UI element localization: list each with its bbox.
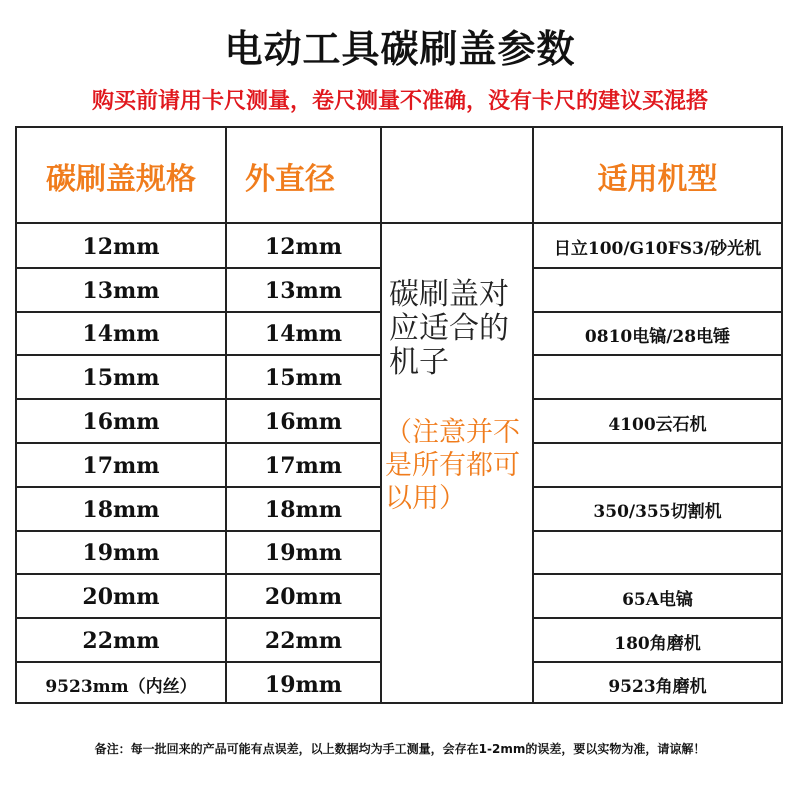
cell-applicable: 65A电镐 bbox=[622, 589, 693, 610]
cell-diameter: 19mm bbox=[264, 540, 343, 567]
cell-spec: 16mm bbox=[82, 409, 160, 436]
cell-diameter: 14mm bbox=[264, 321, 343, 348]
cell-spec: 17mm bbox=[82, 452, 160, 479]
cell-spec: 20mm bbox=[82, 584, 160, 611]
cell-spec: 12mm bbox=[82, 233, 160, 260]
header-applicable: 适用机型 bbox=[597, 162, 718, 197]
cell-diameter: 18mm bbox=[264, 496, 343, 523]
cell-applicable: 9523角磨机 bbox=[608, 677, 707, 698]
col-divider-2 bbox=[380, 128, 382, 702]
cell-diameter: 13mm bbox=[264, 277, 343, 304]
cell-spec: 14mm bbox=[82, 321, 160, 348]
cell-applicable: 日立100/G10FS3/砂光机 bbox=[553, 239, 762, 260]
cell-diameter: 15mm bbox=[264, 365, 343, 392]
header-spec: 碳刷盖规格 bbox=[46, 162, 196, 197]
cell-applicable: 0810电镐/28电锤 bbox=[584, 326, 731, 347]
footnote: 备注：每一批回来的产品可能有点误差，以上数据均为手工测量，会存在1-2mm的误差，要以实物为准，请谅解！ bbox=[94, 742, 706, 756]
cell-applicable: 180角磨机 bbox=[614, 633, 701, 654]
cell-diameter: 16mm bbox=[264, 409, 343, 436]
header-diameter: 外直径 bbox=[245, 162, 335, 197]
merged-note: 碳刷盖对应适合的机子 bbox=[389, 277, 509, 380]
page-title: 电动工具碳刷盖参数 bbox=[224, 27, 576, 71]
cell-diameter: 17mm bbox=[264, 452, 343, 479]
cell-applicable bbox=[534, 445, 781, 487]
spec-table bbox=[15, 126, 783, 704]
cell-spec: 22mm bbox=[82, 628, 160, 655]
cell-spec: 9523mm（内丝） bbox=[45, 677, 197, 698]
cell-diameter: 20mm bbox=[264, 584, 343, 611]
cell-applicable bbox=[534, 533, 781, 575]
cell-spec: 13mm bbox=[82, 277, 160, 304]
cell-applicable bbox=[534, 270, 781, 312]
cell-applicable bbox=[534, 357, 781, 399]
cell-spec: 19mm bbox=[82, 540, 160, 567]
cell-diameter: 19mm bbox=[264, 671, 343, 698]
cell-applicable: 4100云石机 bbox=[608, 414, 707, 435]
cell-diameter: 22mm bbox=[264, 628, 343, 655]
cell-spec: 18mm bbox=[82, 496, 160, 523]
merged-note-caution: （注意并不是所有都可以用） bbox=[385, 417, 520, 514]
cell-spec: 15mm bbox=[82, 365, 160, 392]
measurement-warning: 购买前请用卡尺测量，卷尺测量不准确，没有卡尺的建议买混搭 bbox=[91, 89, 708, 114]
cell-diameter: 12mm bbox=[264, 233, 343, 260]
cell-applicable: 350/355切割机 bbox=[593, 502, 722, 523]
